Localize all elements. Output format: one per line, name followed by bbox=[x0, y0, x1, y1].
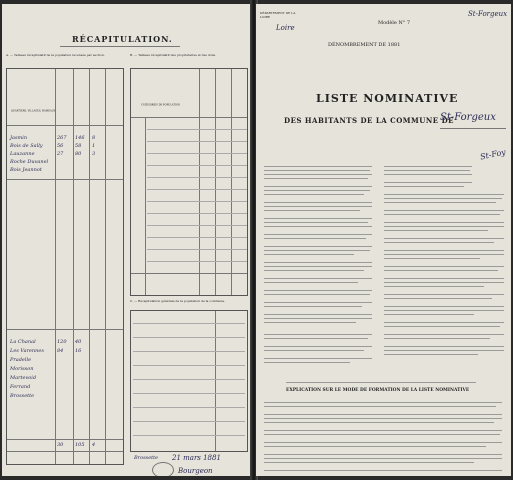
liste-nominative-cover bbox=[256, 4, 511, 476]
figure-cell: 58 bbox=[75, 143, 82, 149]
certification-date: 21 mars 1881 bbox=[172, 454, 221, 462]
figure-cell: 267 bbox=[57, 135, 67, 141]
section-a-caption: A. — Tableau récapitulatif de la population recensée par section. bbox=[6, 53, 105, 57]
mayor-seal-stamp bbox=[152, 462, 174, 476]
table-b-cat-header: CATÉGORIES DE POPULATION bbox=[141, 103, 181, 107]
figure-cell: 1 bbox=[92, 143, 96, 149]
commune-title-line: DES HABITANTS DE LA COMMUNE DE bbox=[284, 116, 454, 125]
figure-cell: 27 bbox=[57, 151, 64, 157]
denombrement-heading: DÉNOMBREMENT DE 1881 bbox=[328, 42, 401, 48]
figure-cell: 4 bbox=[92, 442, 96, 448]
model-number: Modèle N° 7 bbox=[378, 20, 411, 26]
department-handwritten: Loire bbox=[276, 24, 295, 32]
recapitulation-page bbox=[2, 4, 252, 476]
table-a-col-header: QUARTIERS, VILLAGES, HAMEAUX bbox=[11, 109, 56, 113]
row-label: Lauzanne bbox=[10, 151, 35, 157]
explication-heading: EXPLICATION SUR LE MODE DE FORMATION DE LA LISTE NOMINATIVE bbox=[286, 388, 470, 393]
figure-cell: 3 bbox=[92, 151, 96, 157]
certification-place: Brossette bbox=[134, 455, 159, 461]
row-label: La Chanal bbox=[10, 339, 36, 345]
figure-cell: 146 bbox=[75, 135, 85, 141]
row-label: Morisson bbox=[10, 366, 34, 372]
figure-cell: 80 bbox=[75, 151, 82, 157]
figure-cell: 8 bbox=[92, 135, 96, 141]
row-label: Brossette bbox=[10, 393, 35, 399]
liste-nominative-title: LISTE NOMINATIVE bbox=[316, 92, 459, 105]
mayor-signature: Bourgeon bbox=[178, 467, 213, 475]
figure-cell: 105 bbox=[75, 442, 85, 448]
row-label: Ferrand bbox=[10, 384, 31, 390]
table-c bbox=[130, 310, 248, 452]
department-label: DÉPARTEMENT DE LA LOIRE bbox=[260, 11, 296, 19]
figure-cell: 16 bbox=[75, 348, 82, 354]
commune-top-handwritten: St-Forgeux bbox=[468, 10, 508, 18]
table-a bbox=[6, 68, 124, 465]
recap-title: RÉCAPITULATION. bbox=[72, 34, 173, 44]
figure-cell: 84 bbox=[57, 348, 64, 354]
section-b-caption: B. — Tableau récapitulatif des propriétaires et des dons. bbox=[130, 53, 216, 57]
section-c-caption: C. — Récapitulation générale de la population de la commune. bbox=[130, 299, 226, 303]
row-label: Pradelle bbox=[10, 357, 32, 363]
figure-cell: 120 bbox=[57, 339, 67, 345]
table-b bbox=[130, 68, 248, 296]
row-label: Jasmin bbox=[10, 135, 28, 141]
figure-cell: 30 bbox=[57, 442, 64, 448]
row-label: Bois de Sally bbox=[10, 143, 43, 149]
row-label: Les Varennes bbox=[10, 348, 44, 354]
commune-name-handwritten: St-Forgeux bbox=[440, 112, 496, 123]
figure-cell: 56 bbox=[57, 143, 64, 149]
figure-cell: 40 bbox=[75, 339, 82, 345]
row-label: Roche Duvanel bbox=[10, 159, 49, 165]
row-label: Martevoid bbox=[10, 375, 37, 381]
row-label: Bois Jeannot bbox=[10, 167, 42, 173]
margin-note-handwritten: St-Foy bbox=[479, 147, 507, 162]
